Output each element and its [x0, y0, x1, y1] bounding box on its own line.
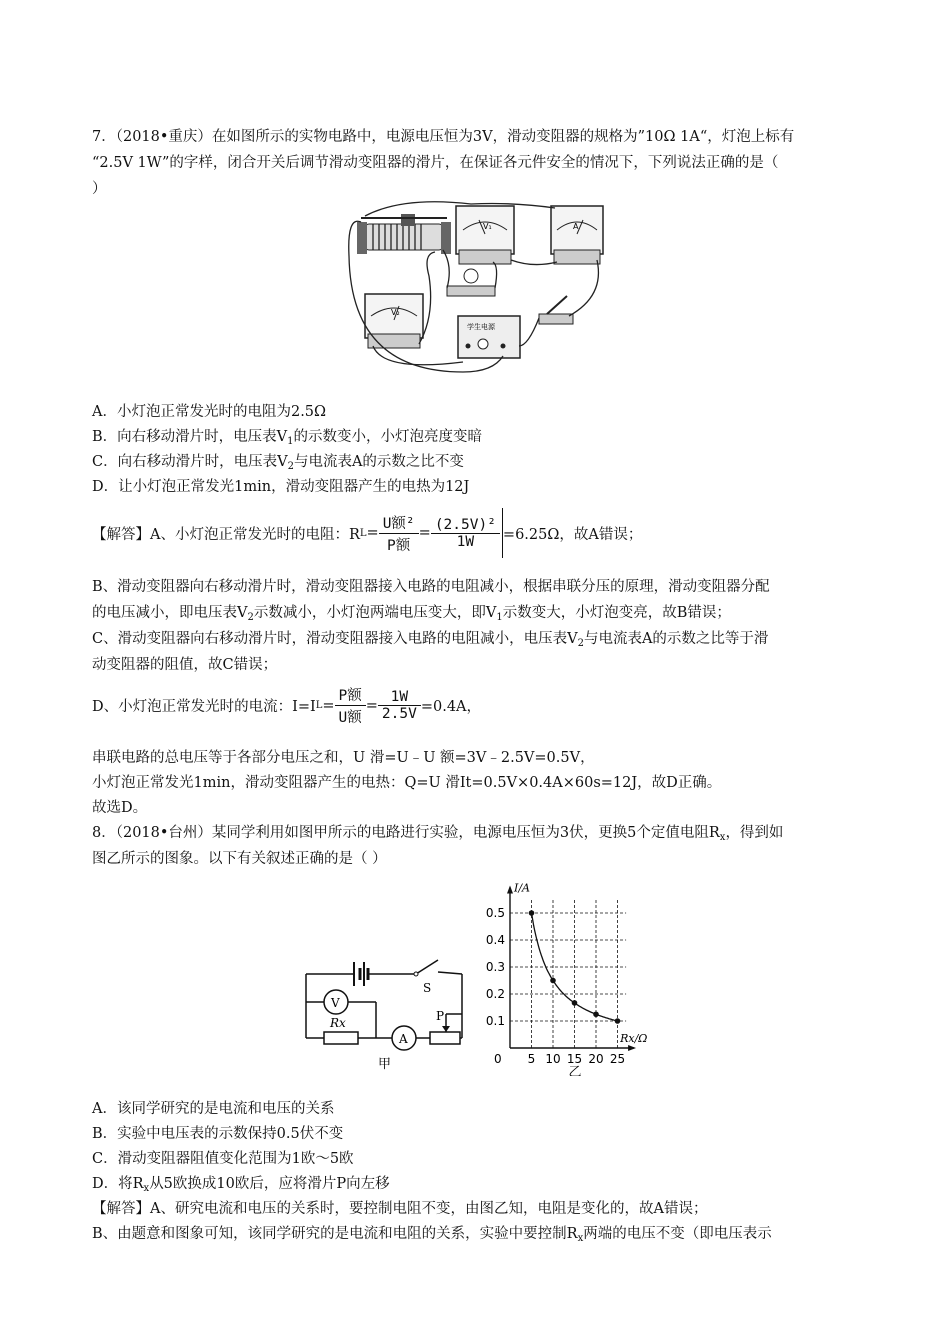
fraction-current-values: $\frac{1W}{2.5V}$ — [378, 689, 421, 722]
q7-stem-line2: “2.5V 1W”的字样，闭合开关后调节滑动变阻器的滑片，在保证各元件安全的情况下，下列说法正确的是（ — [92, 155, 779, 171]
chart-data-point — [529, 910, 535, 916]
chart-data-point — [615, 1018, 621, 1024]
q7-stem-line1: 7．（2018•重庆）在如图所示的实物电路中，电源电压恒为3V，滑动变阻器的规格为”10Ω 1A“，灯泡上标有 — [92, 129, 795, 145]
q7-option-d: D．让小灯泡正常发光1min，滑动变阻器产生的电热为12J — [92, 479, 470, 495]
chart-origin-label: 0 — [494, 1052, 502, 1066]
svg-text:P: P — [436, 1009, 445, 1023]
q7-answer-b-line2: 的电压减小，即电压表$V_2$示数减小，小灯泡两端电压变大，即$V_1$示数变大，小灯泡变亮，故B错误； — [92, 605, 731, 623]
chart-x-tick-label: 10 — [545, 1052, 561, 1066]
chart-x-tick-label: 25 — [609, 1052, 626, 1066]
q8-current-resistance-chart — [476, 870, 652, 1076]
chart-y-axis-label: I/A — [514, 881, 530, 895]
ammeter-symbol — [392, 1026, 416, 1050]
fraction-u2-over-p: $\frac{\text{U额²}}{\text{P额}}$ — [379, 512, 419, 555]
v1-label: V₁ — [483, 222, 492, 231]
q8-option-d: D．将$R_x$从5欧换成10欧后，应将滑片P向左移 — [92, 1176, 390, 1194]
chart-y-tick-label: 0.4 — [485, 933, 505, 947]
q7-option-a: A．小灯泡正常发光时的电阻为2.5Ω — [92, 404, 327, 420]
chart-x-tick-label: 5 — [527, 1052, 536, 1066]
q7-answer-b-line1: B、滑动变阻器向右移动滑片时，滑动变阻器接入电路的电阻减小，根据串联分压的原理，滑动变阻器分配 — [92, 579, 770, 595]
svg-text:V: V — [331, 996, 340, 1010]
chart-x-tick-label: 20 — [588, 1052, 604, 1066]
supply-label: 学生电源 — [467, 323, 495, 331]
q8-stem-line1: 8．（2018•台州）某同学利用如图甲所示的电路进行实验，电源电压恒为3伏，更换5个定值电阻$R_x$，得到如 — [92, 825, 784, 843]
power-supply — [458, 316, 520, 358]
voltmeter-v2 — [365, 294, 423, 348]
chart-y-tick-label: 0.2 — [485, 987, 505, 1001]
chart-data-point — [550, 978, 556, 984]
battery-symbol — [354, 962, 368, 986]
q7-answer-c-line2: 动变阻器的阻值，故C错误； — [92, 657, 278, 673]
chart-y-tick-label: 0.5 — [485, 906, 505, 920]
resistor-rx-symbol — [324, 1016, 358, 1044]
ammeter-label: A — [573, 222, 579, 231]
chart-x-arrow — [628, 1045, 636, 1051]
q7-circuit-photo — [343, 196, 608, 380]
chart-x-tick-label: 15 — [566, 1052, 583, 1066]
q8-answer-b: B、由题意和图象可知，该同学研究的是电流和电阻的关系，实验中要控制$R_x$两端的电压不变（即电压表示 — [92, 1226, 772, 1244]
q8-stem-line2: 图乙所示的图象。以下有关叙述正确的是（ ） — [92, 851, 387, 867]
chart-y-tick-label: 0.1 — [485, 1014, 505, 1028]
q8-option-b: B．实验中电压表的示数保持0.5伏不变 — [92, 1126, 344, 1142]
figure-caption-yi: 乙 — [568, 1065, 582, 1076]
v2-label: V₂ — [391, 308, 400, 317]
q7-option-b: B．向右移动滑片时，电压表$V_1$的示数变小，小灯泡亮度变暗 — [92, 429, 483, 447]
q7-option-c: C．向右移动滑片时，电压表$V_2$与电流表A的示数之比不变 — [92, 454, 464, 472]
q7-answer-d: D、小灯泡正常发光时的电流：I=I L = $\frac{\text{P额}}{\text{U额}}$ = $\frac{1W}{2.5V}$ =0.4A， — [92, 684, 481, 727]
q7-answer-choice: 故选D。 — [92, 800, 148, 816]
q7-answer-e-line2: 小灯泡正常发光1min，滑动变阻器产生的电热：Q=U 滑It=0.5V×0.4A×60s=12J，故D正确。 — [92, 775, 722, 791]
q8-circuit-diagram — [296, 950, 472, 1078]
switch-label: S — [423, 981, 432, 995]
q7-stem-line3: ） — [92, 181, 107, 197]
q7-answer-e-line1: 串联电路的总电压等于各部分电压之和，U 滑=U﹣U 额=3V﹣2.5V=0.5V， — [92, 750, 595, 766]
svg-text:A: A — [399, 1032, 408, 1046]
chart-x-axis-label: Rx/Ω — [620, 1032, 648, 1045]
q8-option-a: A．该同学研究的是电流和电压的关系 — [92, 1101, 335, 1117]
figure-caption-jia: 甲 — [378, 1057, 392, 1072]
ammeter — [551, 206, 603, 264]
svg-text:Rx: Rx — [330, 1016, 346, 1030]
fraction-p-over-u: $\frac{\text{P额}}{\text{U额}}$ — [335, 684, 366, 727]
q8-answer-a: 【解答】A、研究电流和电压的关系时，要控制电阻不变，由图乙知，电阻是变化的，故A错误； — [92, 1201, 708, 1217]
chart-data-point — [593, 1011, 599, 1017]
voltmeter-v1 — [456, 206, 514, 264]
voltmeter-symbol — [324, 990, 348, 1014]
q7-answer-c-line1: C、滑动变阻器向右移动滑片时，滑动变阻器接入电路的电阻减小，电压表$V_2$与电流表A的示数之比等于滑 — [92, 631, 769, 649]
fraction-values: $\frac{\text{(2.5V)²}}{1W}$ — [431, 517, 500, 550]
chart-y-tick-label: 0.3 — [485, 960, 505, 974]
chart-data-point — [572, 1000, 578, 1006]
q7-answer-a: 【解答】A、小灯泡正常发光时的电阻：R L = $\frac{\text{U额²}}{\text{P额}}$ = $\frac{\text{(2.5V)²}}{1W}$ =6.25Ω，故A错误； — [92, 508, 642, 558]
chart-y-arrow — [507, 886, 513, 894]
q8-option-c: C．滑动变阻器阻值变化范围为1欧～5欧 — [92, 1151, 354, 1167]
